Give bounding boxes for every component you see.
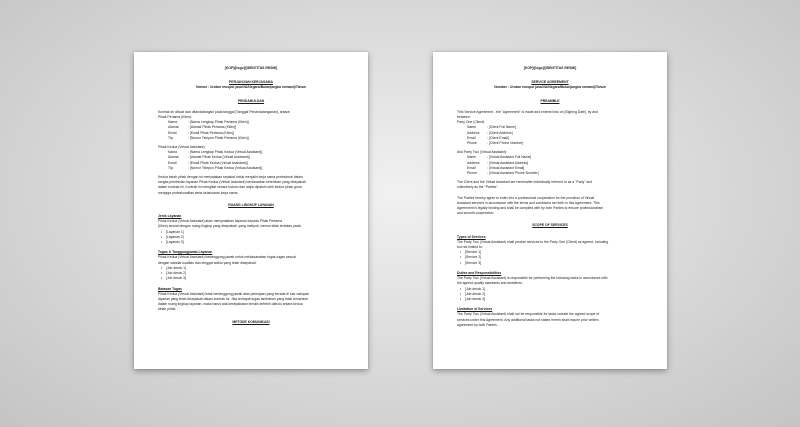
list-item: • [Layanan 2] bbox=[166, 235, 344, 240]
field-value: : [Client Phone Number] bbox=[487, 141, 524, 146]
subheading-limitation: Limitation of Services bbox=[457, 307, 493, 312]
text-line: The Party Two (Virtual Assistant) shall not be responsible for tasks outside the agreed scope of bbox=[457, 312, 600, 317]
field-value: : [Nama Lengkap Pihak Pertama (Klien)] bbox=[188, 120, 249, 125]
text-line: dalam ruang lingkup layanan, maka harus ada kesepakatan tertulis terlebih dahulu antara kedua bbox=[158, 302, 303, 307]
bullet-list-services bbox=[457, 250, 643, 266]
text-line: collectively as the "Parties". bbox=[457, 185, 499, 190]
field-label: Alamat bbox=[168, 155, 179, 160]
bullet-list-layanan bbox=[158, 230, 344, 246]
list-item: • [Job desck 2] bbox=[465, 292, 643, 297]
party-one-fields bbox=[467, 125, 643, 146]
document-page-english bbox=[433, 52, 667, 369]
document-page-indonesian bbox=[134, 52, 368, 369]
subheading-types-of-services: Types of Services bbox=[457, 234, 486, 239]
subsection-text bbox=[158, 255, 344, 265]
intro-paragraph bbox=[158, 110, 344, 120]
field-label: Phone bbox=[467, 171, 477, 176]
field-value: : [Email Pihak Kedua (Virtual Assistant)] bbox=[188, 160, 248, 165]
list-item: • [Job desck 1] bbox=[166, 266, 344, 271]
list-item: • [Job desck 3] bbox=[166, 276, 344, 281]
field-label: Address bbox=[467, 130, 480, 135]
subheading-batasan: Batasan Tugas bbox=[158, 286, 182, 291]
field-value: : [Virtual Assistant Email] bbox=[487, 165, 525, 170]
agreement-paragraph bbox=[158, 175, 344, 196]
subsection-text bbox=[457, 276, 643, 286]
text-line: Party One (Client): bbox=[457, 120, 486, 125]
field-label: Alamat bbox=[168, 125, 179, 130]
field-value: : [Virtual Assistant Full Name] bbox=[487, 155, 532, 160]
letterhead-placeholder: [KOP]/[logo]/[IDENTITAS RESMI] bbox=[224, 66, 278, 70]
section-heading-scope: SCOPE OF SERVICES bbox=[532, 223, 568, 228]
text-line: dengan standar kualitas dan tenggat waktu yang telah disepakati: bbox=[158, 260, 257, 265]
list-item: • [Job desck 2] bbox=[166, 271, 344, 276]
field-row bbox=[467, 171, 643, 176]
section-heading-pendahuluan: PENDAHULUAN bbox=[237, 98, 265, 103]
party-one-fields bbox=[168, 120, 344, 141]
field-label: Email bbox=[168, 160, 177, 165]
text-line: The Client and the Virtual Assistant are hereinafter individually referred to as a "Party" and bbox=[457, 180, 593, 185]
list-item: • [Job desck 1] bbox=[465, 287, 643, 292]
party-two-intro: And Party Two (Virtual Assistant): bbox=[457, 150, 508, 155]
field-value: : [Client Email] bbox=[487, 135, 509, 140]
text-line: Pihak Kedua (Virtual Assistant) tidak bertanggung jawab atas pekerjaan yang berada di luar cakupan bbox=[158, 291, 310, 296]
text-line: The Party Two (Virtual Assistant) shall provide services to the Party One (Client) as agreed, including bbox=[457, 239, 609, 244]
field-value: : [Alamat Pihak Pertama (Klien)] bbox=[188, 125, 237, 130]
subheading-jenis-layanan: Jenis Layanan bbox=[158, 214, 182, 219]
list-item: • [Service 2] bbox=[465, 255, 643, 260]
document-title: PERJANJIAN KERJASAMA bbox=[229, 80, 273, 85]
subsection-text bbox=[457, 240, 643, 250]
section-heading-ruang-lingkup: RUANG LINGKUP LAYANAN bbox=[228, 202, 274, 207]
document-number: Number : Urutan reuspot jasa/VA/Negara/Bulan(angka romawi)/Tahun bbox=[494, 85, 606, 90]
field-label: Address bbox=[467, 160, 480, 165]
field-row bbox=[168, 166, 344, 171]
field-value: : [Nama Lengkap Pihak Kedua (Virtual Assistant)] bbox=[188, 150, 263, 155]
letterhead-placeholder: [KOP]/[logo]/[IDENTITAS RESMI] bbox=[523, 66, 577, 70]
party-two-intro: Pihak Kedua (Virtual Assistant): bbox=[158, 145, 206, 150]
party-two-fields bbox=[168, 150, 344, 171]
text-line: but not limited to: bbox=[457, 245, 483, 250]
subheading-duties: Duties and Responsibilities bbox=[457, 270, 502, 275]
field-label: Name bbox=[467, 125, 477, 130]
agreement-paragraph bbox=[457, 196, 643, 217]
text-line: Pihak Kedua (Virtual Assistant) bertanggung jawab untuk melaksanakan tugas-tugas sesuai bbox=[158, 255, 296, 260]
field-label: Email bbox=[168, 130, 177, 135]
subsection-text bbox=[457, 312, 643, 328]
intro-paragraph bbox=[457, 110, 643, 126]
text-line: Pihak Kedua (Virtual Assistant) akan menyediakan layanan kepada Pihak Pertama bbox=[158, 219, 282, 224]
document-title: SERVICE AGREEMENT bbox=[531, 80, 569, 85]
field-label: Nama bbox=[168, 120, 178, 125]
field-value: : [Virtual Assistant Address] bbox=[487, 160, 529, 165]
text-line: belah pihak. bbox=[158, 307, 177, 312]
list-item: • [Service 1] bbox=[465, 250, 643, 255]
text-line: Agreement is legally binding and shall be complied with by both Parties to ensure professionalism bbox=[457, 206, 604, 211]
text-line: Pihak Pertama (Klien): bbox=[158, 115, 192, 120]
text-line: the agreed quality standards and deadlines: bbox=[457, 281, 523, 286]
field-label: Email bbox=[467, 165, 476, 170]
text-line: between: bbox=[457, 115, 471, 120]
list-item: • [Service 3] bbox=[465, 261, 643, 266]
text-line: agreement by both Parties. bbox=[457, 322, 498, 327]
field-value: : [Nomor Telepon Pihak Kedua (Virtual Assistant)] bbox=[188, 165, 263, 170]
bullet-list-job bbox=[158, 266, 344, 282]
field-row bbox=[168, 136, 344, 141]
text-line: layanan yang telah disepakati dalam kontrak ini. Jika terdapat tugas tambahan yang tidak tercantum bbox=[158, 296, 309, 301]
field-label: Name bbox=[467, 155, 477, 160]
section-heading-metode: METODE KOMUNIKASI bbox=[232, 319, 270, 324]
field-label: Tlp. bbox=[168, 165, 174, 170]
text-line: Kedua belah pihak dengan ini menyatakan sepakat untuk menjalin kerja sama profesional dalam bbox=[158, 175, 303, 180]
field-value: : [Client Full Name] bbox=[487, 125, 516, 130]
field-label: Email bbox=[467, 135, 476, 140]
field-label: Nama bbox=[168, 150, 178, 155]
text-line: Kontrak ini dibuat dan ditandatangani pada tanggal [Tanggal Penandatanganan], antara: bbox=[158, 109, 291, 114]
text-line: This Service Agreement - the "Agreement" is made and entered into on [Signing Date], by and bbox=[457, 109, 598, 114]
field-value: : [Virtual Assistant Phone Number] bbox=[487, 171, 539, 176]
text-line: services under this Agreement. Any additional tasks not stated herein shall require prior written bbox=[457, 317, 599, 322]
bullet-list-job bbox=[457, 287, 643, 303]
subheading-tugas: Tugas & Tanggungjawab Layanan bbox=[158, 250, 213, 255]
field-label: Tlp. bbox=[168, 135, 174, 140]
text-line: Assistant services in accordance with the terms and conditions set forth in this Agreement. This bbox=[457, 200, 600, 205]
document-number: Nomor : Urutan reuspot jasa/VA/Negara/Bulan(angka romawi)/Tahun bbox=[196, 85, 306, 90]
text-line: menjaga profesionalitas serta kelancaran kerja sama. bbox=[158, 190, 239, 195]
section-heading-preamble: PREAMBLE bbox=[540, 98, 560, 103]
text-line: dalam kontrak ini. Kontrak ini mengikat secara hukum dan wajib dipatuhi oleh kedua pihak guna bbox=[158, 185, 302, 190]
field-value: : [Email Pihak Pertama (Klien)] bbox=[188, 130, 235, 135]
list-item: • [Layanan 3] bbox=[166, 240, 344, 245]
subsection-text bbox=[158, 219, 344, 229]
parties-definition-paragraph bbox=[457, 180, 643, 190]
text-line: The Parties hereby agree to enter into a professional cooperation for the provision of Virtual bbox=[457, 195, 595, 200]
text-line: rangka pemberian layanan Pihak Kedua (Virtual Assistant) berdasarkan ketentuan yang disepakati bbox=[158, 180, 306, 185]
subsection-text bbox=[158, 292, 344, 313]
field-value: : [Client Address] bbox=[487, 130, 513, 135]
party-two-fields bbox=[467, 155, 643, 176]
text-line: and smooth cooperation. bbox=[457, 211, 495, 216]
list-item: • [Job desck 3] bbox=[465, 297, 643, 302]
field-label: Phone bbox=[467, 141, 477, 146]
list-item: • [Layanan 1] bbox=[166, 230, 344, 235]
field-value: : [Nomor Telepon Pihak Pertama (Klien)] bbox=[188, 135, 249, 140]
field-row bbox=[467, 141, 643, 146]
text-line: The Party Two (Virtual Assistant) is responsible for performing the following tasks in accordance with bbox=[457, 276, 608, 281]
text-line: (Klien) sesuai dengan ruang lingkup yang disepakati, yang meliputi, namun tidak terbatas pada: bbox=[158, 224, 302, 229]
field-value: : [Alamat Pihak Kedua (Virtual Assistant)] bbox=[188, 155, 250, 160]
